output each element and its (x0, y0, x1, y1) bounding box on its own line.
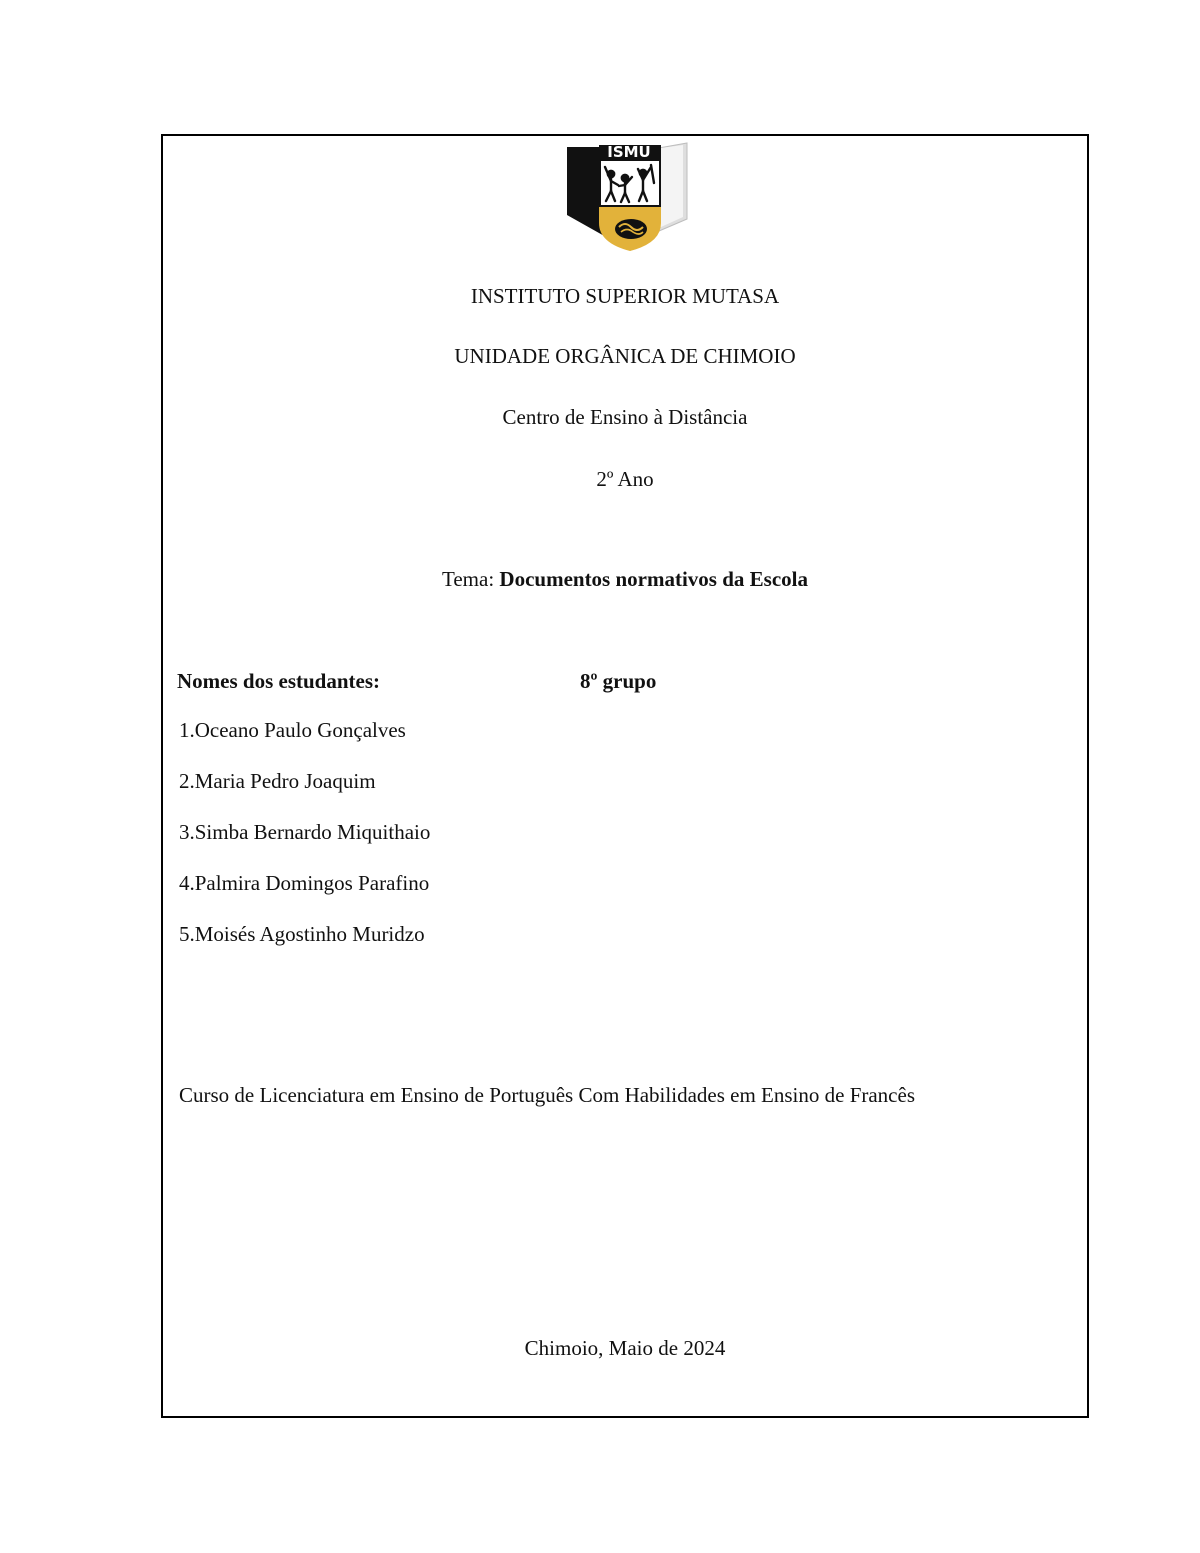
organic-unit: UNIDADE ORGÂNICA DE CHIMOIO (454, 344, 796, 368)
students-heading: Nomes dos estudantes: (177, 669, 381, 693)
student-name: 2.Maria Pedro Joaquim (179, 769, 376, 793)
student-name: 5.Moisés Agostinho Muridzo (179, 922, 425, 946)
theme-label: Tema: (441, 567, 495, 591)
student-name: 3.Simba Bernardo Miquithaio (179, 820, 431, 844)
logo-lettering: ISMU (607, 143, 651, 161)
student-name: 1.Oceano Paulo Gonçalves (179, 718, 406, 742)
theme-title: Documentos normativos da Escola (499, 567, 808, 591)
distance-center: Centro de Ensino à Distância (502, 405, 748, 429)
student-name: 4.Palmira Domingos Parafino (179, 871, 430, 895)
academic-year: 2º Ano (596, 467, 654, 491)
course-name: Curso de Licenciatura em Ensino de Português Com Habilidades em Ensino de Francês (179, 1083, 915, 1107)
theme-line (0, 566, 1200, 592)
ismu-logo-graphic (559, 139, 695, 255)
ismu-logo (559, 139, 695, 255)
place-date: Chimoio, Maio de 2024 (524, 1336, 726, 1360)
institution-name: INSTITUTO SUPERIOR MUTASA (470, 284, 780, 308)
group-label: 8º grupo (580, 669, 657, 693)
